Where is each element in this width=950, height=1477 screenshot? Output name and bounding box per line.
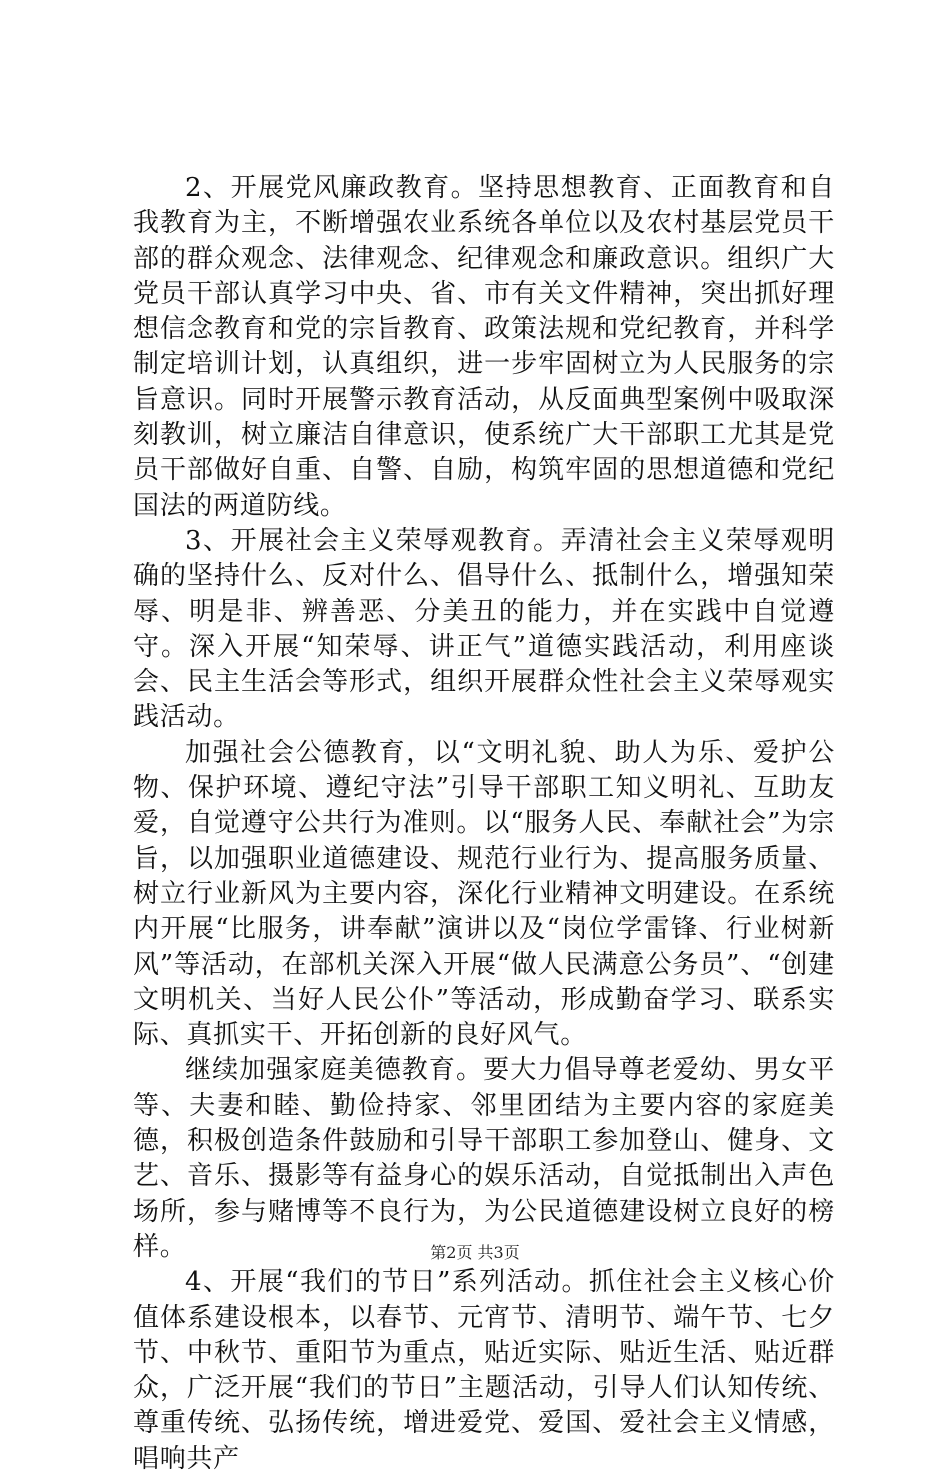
paragraph-social-morality-education: 加强社会公德教育，以“文明礼貌、助人为乐、爱护公物、保护环境、遵纪守法”引导干部职工知义明礼、互助友爱，自觉遵守公共行为准则。以“服务人民、奉献社会”为宗旨，以加强职业道德建设、规范行业行为、提高服务质量、树立行业新风为主要内容，深化行业精神文明建设。在系统内开展“比服务，讲奉献”演讲以及“岗位学雷锋、行业树新风”等活动，在部机关深入开展“做人民满意公务员”、“创建文明机关、当好人民公仆”等活动，形成勤奋学习、联系实际、真抓实干、开拓创新的良好风气。 <box>133 737 835 1051</box>
page-number-footer: 第2页 共3页 <box>430 1243 520 1262</box>
document-body <box>133 171 835 1477</box>
paragraph-honor-disgrace-education: 3、开展社会主义荣辱观教育。弄清社会主义荣辱观明确的坚持什么、反对什么、倡导什么、抵制什么，增强知荣辱、明是非、辨善恶、分美丑的能力，并在实践中自觉遵守。深入开展“知荣辱、讲正气”道德实践活动，利用座谈会、民主生活会等形式，组织开展群众性社会主义荣辱观实践活动。 <box>133 525 835 733</box>
paragraph-party-conduct-education: 2、开展党风廉政教育。坚持思想教育、正面教育和自我教育为主，不断增强农业系统各单位以及农村基层党员干部的群众观念、法律观念、纪律观念和廉政意识。组织广大党员干部认真学习中央、省、市有关文件精神，突出抓好理想信念教育和党的宗旨教育、政策法规和党纪教育，并科学制定培训计划，认真组织，进一步牢固树立为人民服务的宗旨意识。同时开展警示教育活动，从反面典型案例中吸取深刻教训，树立廉洁自律意识，使系统广大干部职工尤其是党员干部做好自重、自警、自励，构筑牢固的思想道德和党纪国法的两道防线。 <box>133 173 835 521</box>
paragraph-our-festivals-activities: 4、开展“我们的节日”系列活动。抓住社会主义核心价值体系建设根本，以春节、元宵节、清明节、端午节、七夕节、中秋节、重阳节为重点，贴近实际、贴近生活、贴近群众，广泛开展“我们的节日”主题活动，引导人们认知传统、尊重传统、弘扬传统，增进爱党、爱国、爱社会主义情感，唱响共产 <box>133 1267 835 1474</box>
paragraph-family-virtue-education: 继续加强家庭美德教育。要大力倡导尊老爱幼、男女平等、夫妻和睦、勤俭持家、邻里团结为主要内容的家庭美德，积极创造条件鼓励和引导干部职工参加登山、健身、文艺、音乐、摄影等有益身心的娱乐活动，自觉抵制出入声色场所，参与赌博等不良行为，为公民道德建设树立良好的榜样。 <box>133 1055 835 1262</box>
